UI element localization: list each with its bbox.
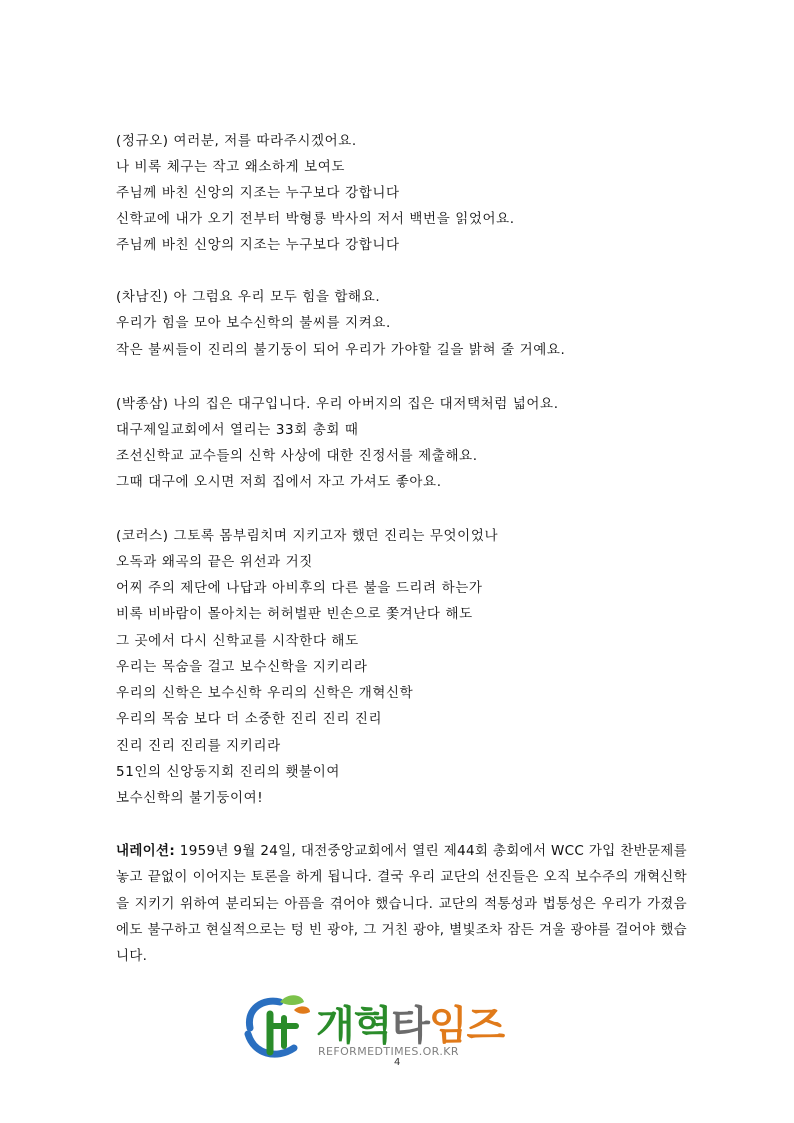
script-line: 51인의 신앙동지회 진리의 횃불이여: [116, 764, 341, 780]
script-line: 우리의 신학은 보수신학 우리의 신학은 개혁신학: [116, 685, 414, 701]
script-line: 오독과 왜곡의 끝은 위선과 거짓: [116, 554, 313, 570]
reformedtimes-logo: [236, 988, 546, 1066]
script-line: 진리 진리 진리를 지키리라: [116, 738, 281, 754]
script-line: (코러스) 그토록 몸부림치며 지키고자 했던 진리는 무엇이었나: [116, 528, 499, 544]
script-line: 보수신학의 불기둥이여!: [116, 790, 264, 806]
script-line: (박종삼) 나의 집은 대구입니다. 우리 아버지의 집은 대저택처럼 넓어요.: [116, 396, 559, 412]
script-line: 우리의 목숨 보다 더 소중한 진리 진리 진리: [116, 711, 383, 727]
narration-text: 1959년 9월 24일, 대전중앙교회에서 열린 제44회 총회에서 WCC 가입 찬반문제를 놓고 끝없이 이어지는 토론을 하게 됩니다. 결국 우리 교단의 선진들은 오직 보수주의 개혁신학을 지키기 위하여 분리되는 아픔을 겪어야 했습니다. 교단의 적통성과 법통성은 우리가 가졌음에도 불구하고 현실적으로는 텅 빈 광야, 그 거친 광야, 별빛조차 잠든 겨울 광야를 걸어야 했습니다.: [116, 843, 687, 965]
script-line: 신학교에 내가 오기 전부터 박형룡 박사의 저서 백번을 읽었어요.: [116, 211, 515, 227]
page-number: 4: [394, 1057, 401, 1068]
script-line: 주님께 바친 신앙의 지조는 누구보다 강합니다: [116, 185, 400, 201]
script-line: 그 곳에서 다시 신학교를 시작한다 해도: [116, 633, 359, 649]
logo-emblem-icon: [236, 988, 316, 1066]
logo-url: REFORMEDTIMES.OR.KR: [318, 1045, 459, 1058]
script-line: 우리는 목숨을 걸고 보수신학을 지키리라: [116, 659, 368, 675]
script-line: 주님께 바친 신앙의 지조는 누구보다 강합니다: [116, 237, 400, 253]
script-line: 나 비록 체구는 작고 왜소하게 보여도: [116, 159, 346, 175]
logo-wordmark: 개혁타임즈: [316, 1003, 505, 1049]
script-line: 비록 비바람이 몰아치는 허허벌판 빈손으로 쫓겨난다 해도: [116, 606, 473, 622]
script-line: 어찌 주의 제단에 나답과 아비후의 다른 불을 드리려 하는가: [116, 580, 483, 596]
script-line: 작은 불씨들이 진리의 불기둥이 되어 우리가 가야할 길을 밝혀 줄 거예요.: [116, 342, 566, 358]
script-line: (차남진) 아 그럼요 우리 모두 힘을 합해요.: [116, 289, 381, 305]
narration-paragraph: [116, 838, 687, 969]
narration-label: 내레이션:: [116, 843, 176, 859]
script-line: 대구제일교회에서 열리는 33회 총회 때: [116, 422, 359, 438]
script-line: 그때 대구에 오시면 저희 집에서 자고 가셔도 좋아요.: [116, 474, 442, 490]
script-line: 우리가 힘을 모아 보수신학의 불씨를 지켜요.: [116, 315, 391, 331]
script-line: (정규오) 여러분, 저를 따라주시겠어요.: [116, 133, 357, 149]
script-line: 조선신학교 교수들의 신학 사상에 대한 진정서를 제출해요.: [116, 448, 478, 464]
